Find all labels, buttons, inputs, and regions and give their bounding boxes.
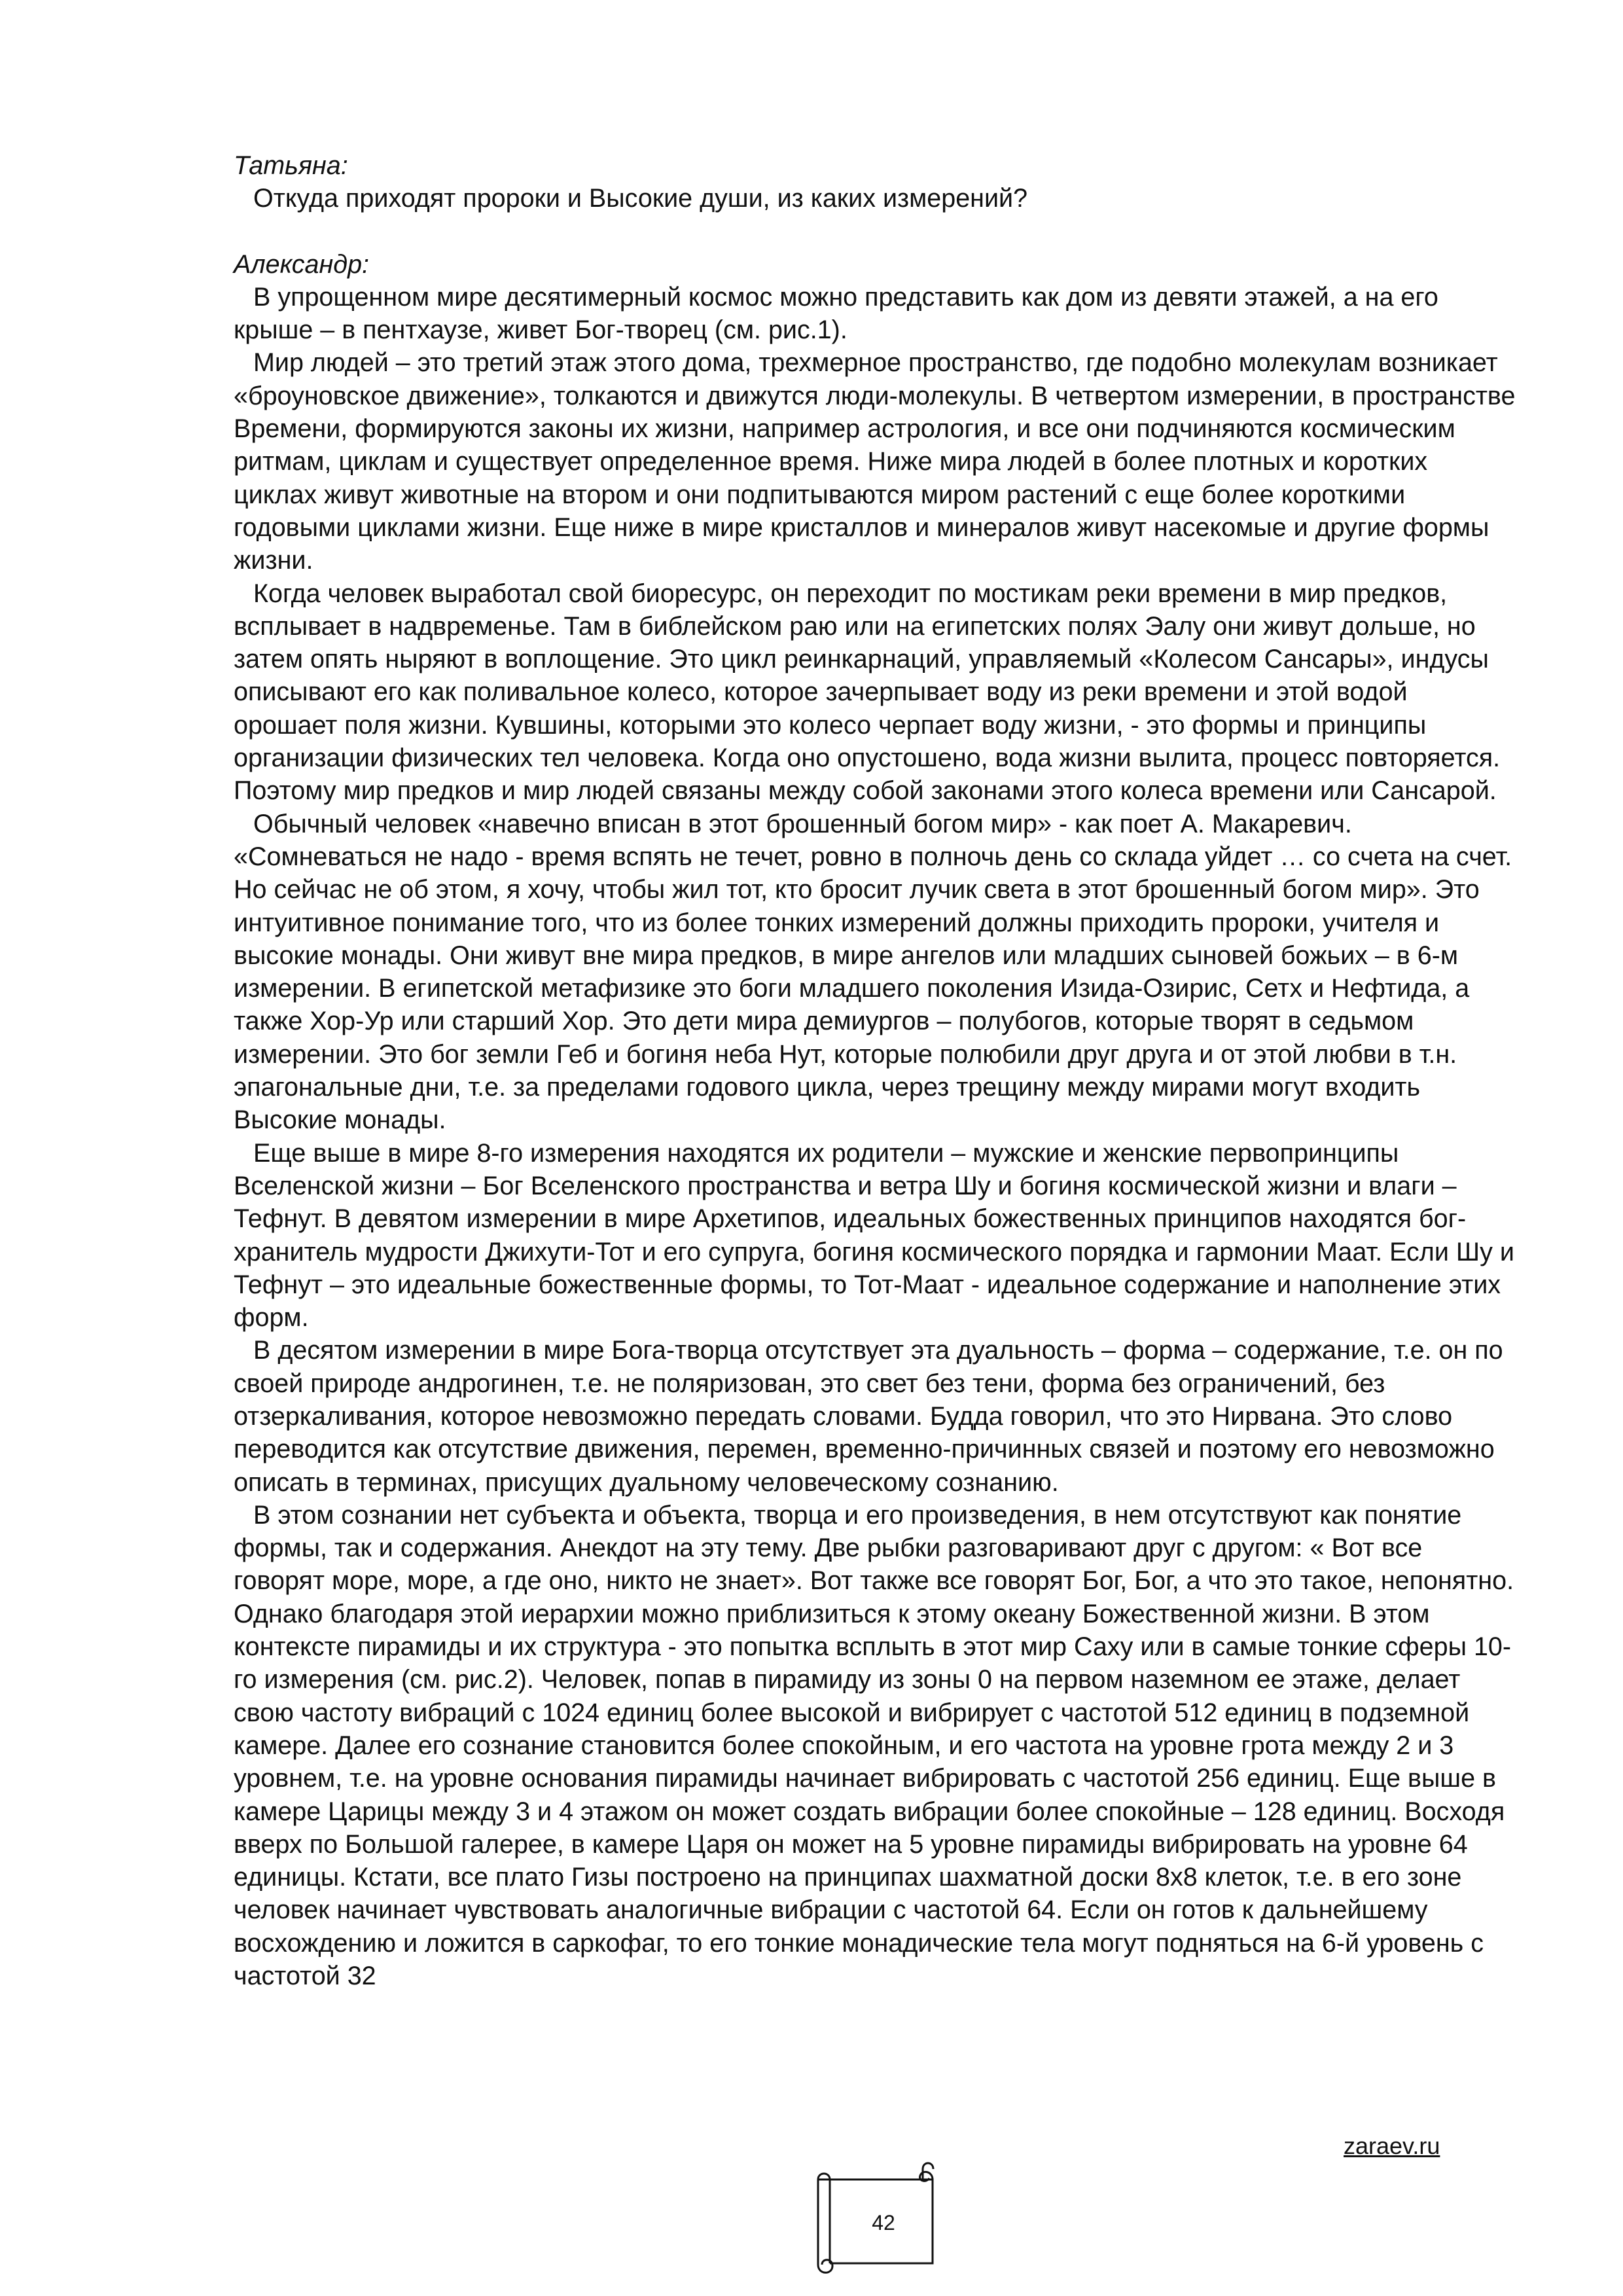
paragraph: Еще выше в мире 8-го измерения находятся их родители – мужские и женские первопринципы Вселенской жизни – Бог Вселенского пространства и ветра Шу и богиня космической жизни и влаги – Тефнут. В девятом измерении в мире Архетипов, идеальных божественных принципов находятся бог- хранитель мудрости Джихути-Тот и его супруга, богиня космического порядка и гармонии Маат. Если Шу и Тефнут – это идеальные божественные формы, то Тот-Маат - идеальное содержание и наполнение этих форм. xyxy=(234,1138,1514,1333)
page-number-scroll xyxy=(792,2153,955,2284)
site-link[interactable]: zaraev.ru xyxy=(1344,2132,1440,2159)
page-number: 42 xyxy=(872,2211,895,2234)
speaker-label: Александр: xyxy=(234,249,370,279)
paragraph: Когда человек выработал свой биоресурс, он переходит по мостикам реки времени в мир предков, всплывает в надвременье. Там в библейском раю или на египетских полях Эалу они живут дольше, но затем опять ныряют в воплощение. Это цикл реинкарнаций, управляемый «Колесом Сансары», индусы описывают его как поливальное колесо, которое зачерпывает воду из реки времени и этой водой орошает поля жизни. Кувшины, которыми это колесо черпает воду жизни, - это формы и принципы организации физических тел человека. Когда оно опустошено, вода жизни вылита, процесс повторяется. Поэтому мир предков и мир людей связаны между собой законами этого колеса времени или Сансарой. xyxy=(234,579,1501,806)
speaker-label: Татьяна: xyxy=(234,151,348,180)
paragraph: В упрощенном мире десятимерный космос можно представить как дом из девяти этажей, а на его крыше – в пентхаузе, живет Бог-творец (см. рис.1). xyxy=(234,282,1438,345)
paragraph: Откуда приходят пророки и Высокие души, из каких измерений? xyxy=(253,184,1028,213)
paragraph: В этом сознании нет субъекта и объекта, творца и его произведения, в нем отсутствуют как понятие формы, так и содержания. Анекдот на эту тему. Две рыбки разговаривают друг с другом: « Вот все говорят море, море, а где оно, никто не знает». Вот также все говорят Бог, Бог, а что это такое, непонятно. Однако благодаря этой иерархии можно приблизиться к этому океану Божественной жизни. В этом контексте пирамиды и их структура - это попытка всплыть в этот мир Саху или в самые тонкие сферы 10-го измерения (см. рис.2). Человек, попав в пирамиду из зоны 0 на первом наземном ее этаже, делает свою частоту вибраций с 1024 единиц более высокой и вибрирует с частотой 512 единиц в подземной камере. Далее его сознание становится более спокойным, и его частота на уровне грота между 2 и 3 уровнем, т.е. на уровне основания пирамиды начинает вибрировать с частотой 256 единиц. Еще выше в камере Царицы между 3 и 4 этажом он может создать вибрации более спокойные – 128 единиц. Восходя вверх по Большой галерее, в камере Царя он может на 5 уровне пирамиды вибрировать на уровне 64 единицы. Кстати, все плато Гизы построено на принципах шахматной доски 8х8 клеток, т.е. в его зоне человек начинает чувствовать аналогичные вибрации с частотой 64. Если он готов к дальнейшему восхождению и ложится в саркофаг, то его тонкие монадические тела могут подняться на 6-й уровень с частотой 32 xyxy=(234,1500,1514,1991)
paragraph: В десятом измерении в мире Бога-творца отсутствует эта дуальность – форма – содержание, т.е. он по своей природе андрогинен, т.е. не поляризован, это свет без тени, форма без ограничений, без отзеркаливания, которое невозможно передать словами. Будда говорил, что это Нирвана. Это слово переводится как отсутствие движения, перемен, временно-причинных связей и поэтому его невозможно описать в терминах, присущих дуальному человеческому сознанию. xyxy=(234,1336,1503,1497)
paragraph-gap xyxy=(234,215,1516,248)
document-body xyxy=(234,149,1516,1992)
paragraph: Мир людей – это третий этаж этого дома, трехмерное пространство, где подобно молекулам возникает «броуновское движение», толкаются и движутся люди-молекулы. В четвертом измерении, в пространстве Времени, формируются законы их жизни, например астрология, и все они подчиняются космическим ритмам, циклам и существует определенное время. Ниже мира людей в более плотных и коротких циклах живут животные на втором и они подпитываются миром растений с еще более короткими годовыми циклами жизни. Еще ниже в мире кристаллов и минералов живут насекомые и другие формы жизни. xyxy=(234,348,1516,575)
paragraph: Обычный человек «навечно вписан в этот брошенный богом мир» - как поет А. Макаревич. «Сомневаться не надо - время вспять не течет, ровно в полночь день со склада уйдет … со счета на счет. Но сейчас не об этом, я хочу, чтобы жил тот, кто бросит лучик света в этот брошенный богом мир». Это интуитивное понимание того, что из более тонких измерений должны приходить пророки, учителя и высокие монады. Они живут вне мира предков, в мире ангелов или младших сыновей божьих – в 6-м измерении. В египетской метафизике это боги младшего поколения Изида-Озирис, Сетх и Нефтида, а также Хор-Ур или старший Хор. Это дети мира демиургов – полубогов, которые творят в седьмом измерении. Это бог земли Геб и богиня неба Нут, которые полюбили друг друга и от этой любви в т.н. эпагональные дни, т.е. за пределами годового цикла, через трещину между мирами могут входить Высокие монады. xyxy=(234,809,1512,1135)
